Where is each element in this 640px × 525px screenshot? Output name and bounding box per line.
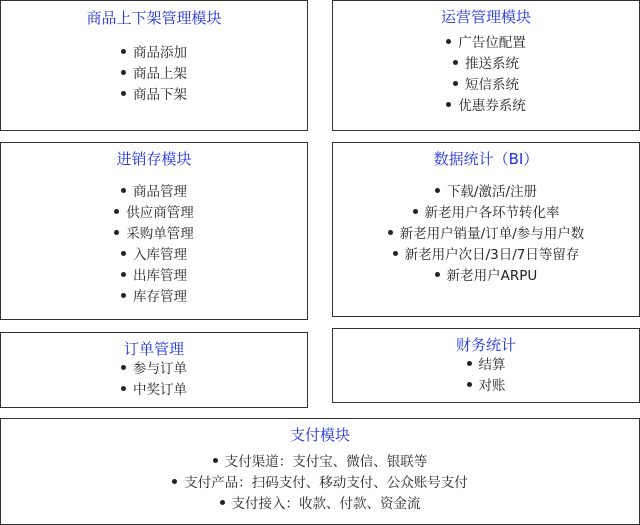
- module-box-order-management: [0, 332, 308, 408]
- list-item-label: 商品管理: [133, 184, 187, 200]
- list-item-label: 推送系统: [465, 56, 519, 72]
- list-item: [333, 376, 639, 397]
- bullet-icon: [467, 382, 472, 387]
- bullet-icon: [213, 458, 218, 463]
- list-item-label: 优惠券系统: [458, 98, 526, 114]
- list-item-label: 短信系统: [465, 77, 519, 93]
- list-item-label: 新老用户ARPU: [446, 268, 538, 284]
- bullet-icon: [435, 188, 440, 193]
- module-item-list: [1, 43, 307, 106]
- list-item: [333, 182, 639, 203]
- module-title: 财务统计: [455, 336, 516, 354]
- module-item-list: [333, 33, 639, 117]
- bullet-icon: [446, 39, 451, 44]
- list-item: [1, 64, 307, 85]
- list-item: [1, 182, 307, 203]
- list-item: [333, 75, 639, 96]
- list-item-label: 入库管理: [133, 247, 187, 263]
- bullet-icon: [121, 251, 126, 256]
- list-item: [1, 473, 639, 494]
- list-item: [333, 224, 639, 245]
- list-item-label: 商品下架: [133, 87, 187, 103]
- list-item: [1, 203, 307, 224]
- list-item-label: 结算: [478, 357, 506, 373]
- list-item: [333, 203, 639, 224]
- list-item-label: 支付产品：扫码支付、移动支付、公众账号支付: [184, 475, 468, 491]
- list-item: [1, 359, 307, 380]
- bullet-icon: [435, 272, 440, 277]
- list-item: [1, 380, 307, 401]
- list-item: [1, 85, 307, 106]
- bullet-icon: [121, 365, 126, 370]
- list-item: [333, 54, 639, 75]
- module-box-operations: [332, 0, 640, 131]
- list-item: [1, 245, 307, 266]
- list-item: [1, 266, 307, 287]
- bullet-icon: [467, 361, 472, 366]
- list-item: [333, 355, 639, 376]
- list-item-label: 出库管理: [133, 268, 187, 284]
- module-box-product-shelf: [0, 0, 308, 131]
- list-item-label: 库存管理: [133, 289, 187, 305]
- module-box-finance-statistics: [332, 328, 640, 403]
- module-title: 支付模块: [289, 426, 350, 444]
- list-item-label: 下载/激活/注册: [446, 184, 538, 200]
- list-item: [1, 224, 307, 245]
- bullet-icon: [121, 49, 126, 54]
- list-item-label: 广告位配置: [458, 35, 526, 51]
- module-box-inventory: [0, 142, 308, 320]
- list-item-label: 新老用户次日/3日/7日等留存: [404, 247, 580, 263]
- list-item-label: 支付接入：收款、付款、资金流: [231, 496, 421, 512]
- list-item-label: 商品添加: [133, 45, 187, 61]
- module-item-list: [333, 182, 639, 287]
- module-title: 运营管理模块: [440, 8, 531, 26]
- list-item-label: 中奖订单: [133, 382, 187, 398]
- list-item-label: 供应商管理: [126, 205, 194, 221]
- list-item: [1, 43, 307, 64]
- bullet-icon: [413, 209, 418, 214]
- module-title: 进销存模块: [116, 150, 192, 168]
- list-item-label: 商品上架: [133, 66, 187, 82]
- bullet-icon: [446, 102, 451, 107]
- bullet-icon: [121, 91, 126, 96]
- bullet-icon: [121, 272, 126, 277]
- module-box-data-statistics: [332, 142, 640, 317]
- list-item-label: 采购单管理: [126, 226, 194, 242]
- module-item-list: [1, 182, 307, 308]
- bullet-icon: [453, 81, 458, 86]
- module-title: 订单管理: [123, 340, 184, 358]
- bullet-icon: [388, 230, 393, 235]
- list-item: [333, 266, 639, 287]
- list-item: [1, 494, 639, 515]
- bullet-icon: [172, 479, 177, 484]
- bullet-icon: [114, 209, 119, 214]
- bullet-icon: [220, 500, 225, 505]
- bullet-icon: [121, 70, 126, 75]
- list-item-label: 对账: [478, 378, 506, 394]
- bullet-icon: [121, 188, 126, 193]
- module-title: 数据统计（BI）: [433, 150, 539, 168]
- bullet-icon: [121, 386, 126, 391]
- list-item: [333, 96, 639, 117]
- list-item: [333, 245, 639, 266]
- list-item: [333, 33, 639, 54]
- bullet-icon: [393, 251, 398, 256]
- module-title: 商品上下架管理模块: [86, 9, 222, 27]
- list-item: [1, 452, 639, 473]
- bullet-icon: [121, 293, 126, 298]
- list-item-label: 新老用户销量/订单/参与用户数: [399, 226, 585, 242]
- list-item-label: 参与订单: [133, 361, 187, 377]
- module-item-list: [333, 355, 639, 397]
- module-box-payment: [0, 418, 640, 525]
- module-item-list: [1, 452, 639, 515]
- list-item: [1, 287, 307, 308]
- module-item-list: [1, 359, 307, 401]
- bullet-icon: [453, 60, 458, 65]
- list-item-label: 支付渠道：支付宝、微信、银联等: [224, 454, 428, 470]
- bullet-icon: [114, 230, 119, 235]
- list-item-label: 新老用户各环节转化率: [424, 205, 560, 221]
